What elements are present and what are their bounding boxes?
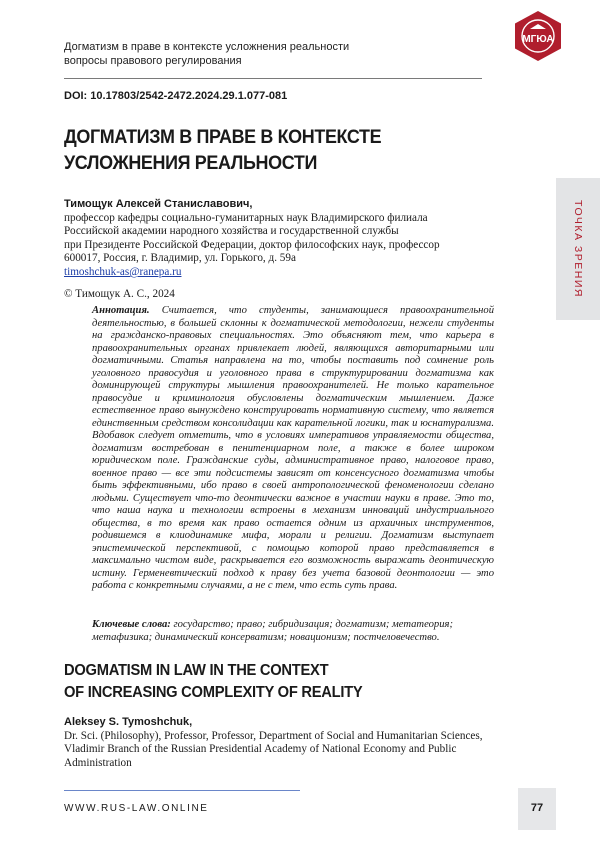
logo-emblem-icon	[512, 10, 564, 62]
article-title-ru	[64, 124, 469, 176]
author-en-line: Dr. Sci. (Philosophy), Professor, Professor, Department of Social and Humanitarian Sciences,	[64, 729, 483, 742]
doi: DOI: 10.17803/2542-2472.2024.29.1.077-081	[64, 90, 288, 102]
section-label: ТОЧКА ЗРЕНИЯ	[572, 200, 584, 298]
author-affiliation-line: Российской академии народного хозяйства и государственной службы	[64, 225, 399, 238]
mgua-logo	[512, 10, 564, 62]
author-info-en	[64, 716, 514, 770]
abstract-text: Считается, что студенты, занимающиеся правоохранительной деятельностью, в большей склонны к догматической методологии, нежели студенты на гражданско-правовых специальностях. Это объясняют тем, что карьера в правоохранительных органах привлекает людей, являющихся авторитарными или догматичными. Статья направлена на то, чтобы поставить под сомнение роль уголовного правосудия и уголовного права в структурировании догматизма как доминирующей структуры мышления правоохранителей. Не только карательное правосудие и криминология обусловлены догматическим мышлением. Даже естественное право вынуждено конструировать нормативную систему, что является единственным средством консолидации как карательной логики, так и юснатурализма. Вдобавок следует отметить, что в условиях императивов управляемости общества, догматизм востребован в пенитенциарном поле, а также в более широком юридическом поле. Гражданские суды, административное право, налоговое право, военное право — все эти подсистемы зависят от консенсусного догматизма чтобы быть эффективными, ибо право в своей антропологической феноменологии сделано людьми. Существует что-то деонтически важное в участии науки в праве. Это то, что наша наука и технологии встроены в механизм инноваций индустриального общества, в то время как право остается одним из архаичных инструментов, родившемся в клиодинамике мифа, морали и религии. Догматизм выступает эпистемической перспективой, с помощью которой право представляется в максимально чистом виде, раскрывается его возможность выражать деонтическую истину. Герменевтический подход к праву без учета базовой деонтологии — это работа с конкретными случаями, а не с тем, что есть суть права.	[92, 305, 494, 591]
author-en-line: Vladimir Branch of the Russian Presidential Academy of National Economy and Public	[64, 743, 457, 756]
header-divider	[64, 78, 482, 79]
logo-text: МГЮА	[522, 34, 554, 45]
article-title-ru-line-2: УСЛОЖНЕНИЯ РЕАЛЬНОСТИ	[64, 152, 317, 174]
article-title-ru-line-1: ДОГМАТИЗМ В ПРАВЕ В КОНТЕКСТЕ	[64, 126, 382, 148]
author-affiliation-line: профессор кафедры социально-гуманитарных наук Владимирского филиала	[64, 211, 428, 224]
keywords	[92, 619, 502, 644]
article-title-en	[64, 660, 469, 704]
article-title-en-line-1: DOGMATISM IN LAW IN THE CONTEXT	[64, 662, 329, 679]
keywords-label: Ключевые слова:	[92, 619, 171, 630]
author-email-link[interactable]: timoshchuk-as@ranepa.ru	[64, 265, 182, 278]
footer-divider	[64, 790, 300, 791]
copyright: © Тимощук А. С., 2024	[64, 288, 175, 300]
author-affiliation-line: при Президенте Российской Федерации, доктор философских наук, профессор	[64, 238, 440, 251]
footer-website[interactable]: WWW.RUS-LAW.ONLINE	[64, 803, 209, 814]
article-title-en-line-2: OF INCREASING COMPLEXITY OF REALITY	[64, 684, 363, 701]
abstract-label: Аннотация.	[92, 305, 150, 316]
running-header-line-1: Догматизм в праве в контексте усложнения реальности	[64, 41, 350, 53]
running-header-line-2: вопросы правового регулирования	[64, 55, 242, 67]
running-header	[64, 40, 484, 68]
author-info-ru	[64, 198, 534, 280]
author-en-line: Administration	[64, 756, 132, 769]
section-side-tab	[556, 178, 600, 320]
abstract	[92, 305, 494, 593]
author-name-ru: Тимощук Алексей Станиславович,	[64, 198, 253, 210]
page-number: 77	[530, 802, 544, 814]
author-address: 600017, Россия, г. Владимир, ул. Горького, д. 59а	[64, 252, 296, 265]
author-name-en: Aleksey S. Tymoshchuk,	[64, 716, 193, 728]
keywords-text: государство; право; гибридизация; догматизм; метатеория; метафизика; динамический консерватизм; новационизм; постчеловечество.	[92, 619, 453, 643]
